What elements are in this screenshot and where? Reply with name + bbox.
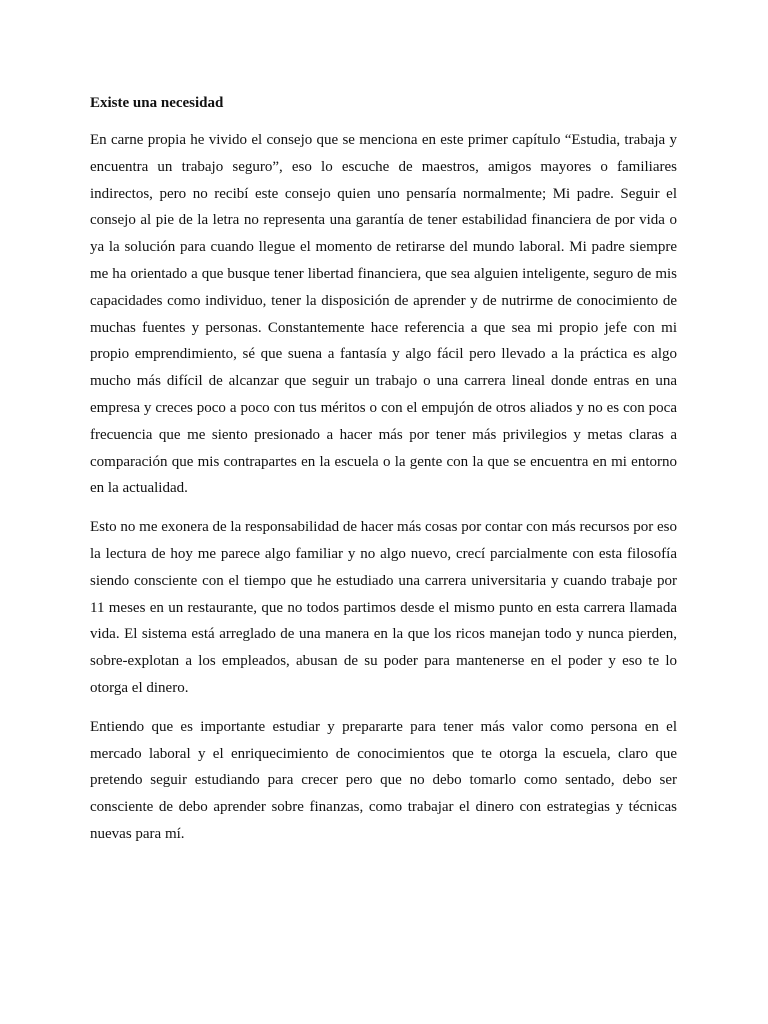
paragraph-3: Entiendo que es importante estudiar y prepararte para tener más valor como persona en el mercado laboral y el enriquecimiento de conocimientos que te otorga la escuela, claro que pretendo seguir estudiando para crecer pero que no debo tomarlo como sentado, debo ser consciente de debo aprender sobre finanzas, como trabajar el dinero con estrategias y técnicas nuevas para mí. bbox=[90, 718, 677, 842]
document-title: Existe una necesidad bbox=[90, 95, 224, 111]
paragraph-2: Esto no me exonera de la responsabilidad de hacer más cosas por contar con más recursos por eso la lectura de hoy me parece algo familiar y no algo nuevo, crecí parcialmente con esta filosofía siendo consciente con el tiempo que he estudiado una carrera universitaria y cuando trabaje por 11 meses en un restaurante, que no todos partimos desde el mismo punto en esta carrera llamada vida. El sistema está arreglado de una manera en la que los ricos manejan todo y nunca pierden, sobre-explotan a los empleados, abusan de su poder para mantenerse en el poder y eso te lo otorga el dinero. bbox=[90, 519, 677, 696]
paragraph-1: En carne propia he vivido el consejo que se menciona en este primer capítulo “Estudia, trabaja y encuentra un trabajo seguro”, eso lo escuche de maestros, amigos mayores o familiares indirectos, pero no recibí este consejo quien uno pensaría normalmente; Mi padre. Seguir el consejo al pie de la letra no representa una garantía de tener estabilidad financiera de por vida o ya la solución para cuando llegue el momento de retirarse del mundo laboral. Mi padre siempre me ha orientado a que busque tener libertad financiera, que sea alguien inteligente, seguro de mis capacidades como individuo, tener la disposición de aprender y de nutrirme de conocimiento de muchas fuentes y personas. Constantemente hace referencia a que sea mi propio jefe con mi propio emprendimiento, sé que suena a fantasía y algo fácil pero llevado a la práctica es algo mucho más difícil de alcanzar que seguir un trabajo o una carrera lineal donde entras en una empresa y creces poco a poco con tus méritos o con el empujón de otros aliados y no es con poca frecuencia que me siento presionado a hacer más por tener más privilegios y metas claras a comparación que mis contrapartes en la escuela o la gente con la que se encuentra en mi entorno en la actualidad. bbox=[90, 132, 677, 497]
document-body bbox=[90, 91, 677, 860]
